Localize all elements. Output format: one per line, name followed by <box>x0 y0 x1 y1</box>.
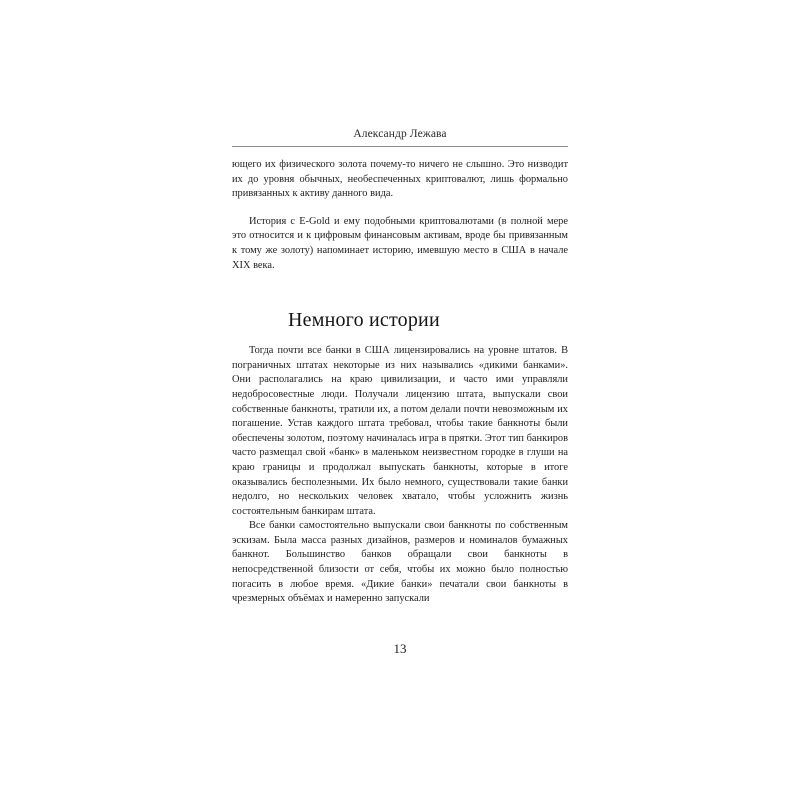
paragraph: Тогда почти все банки в США лицензировались на уровне штатов. В пограничных штатах некоторые из них назывались «дикими банками». Они располагались на краю цивилизации, и часто ими управляли недобросовестные люди. Получали лицензию штата, выпускали свои собственные банкноты, тратили их, а потом делали почти невозможным их погашение. Устав каждого штата требовал, чтобы такие банкноты были обеспечены золотом, поэтому начиналась игра в прятки. Этот тип банкиров часто размещал свой «банк» в маленьком неизвестном городке в глуши на краю границы и продолжал выпускать банкноты, которые в итоге оказывались бесполезными. Их было немного, существовали такие банки недолго, но нескольких человек хватало, чтобы усложнить жизнь состоятельным банкирам штата. <box>232 345 568 517</box>
paragraph: ющего их физического золота почему-то ничего не слышно. Это низводит их до уровня обычных, необеспеченных криптовалют, лишь формально привязанных к активу данного вида. <box>232 159 568 200</box>
page-number: 13 <box>393 641 407 656</box>
running-head-author: Александр Лежава <box>353 128 447 140</box>
chapter-title: Немного истории <box>288 309 440 332</box>
paragraph: История с E-Gold и ему подобными криптовалютами (в полной мере это относится и к цифровым финансовым активам, вроде бы привязанным к тому же золоту) напоминает историю, имевшую место в США в начале XIX века. <box>232 215 568 271</box>
page-text-block <box>232 128 568 607</box>
header-divider <box>232 146 568 147</box>
paragraph: Все банки самостоятельно выпускали свои банкноты по собственным эскизам. Была масса разных дизайнов, размеров и номиналов бумажных банкнот. Большинство банков обращали свои банкноты в непосредственной близости от себя, чтобы их можно было полностью погасить в любое время. «Дикие банки» печатали свои банкноты в чрезмерных объёмах и намеренно запускали <box>232 520 568 605</box>
